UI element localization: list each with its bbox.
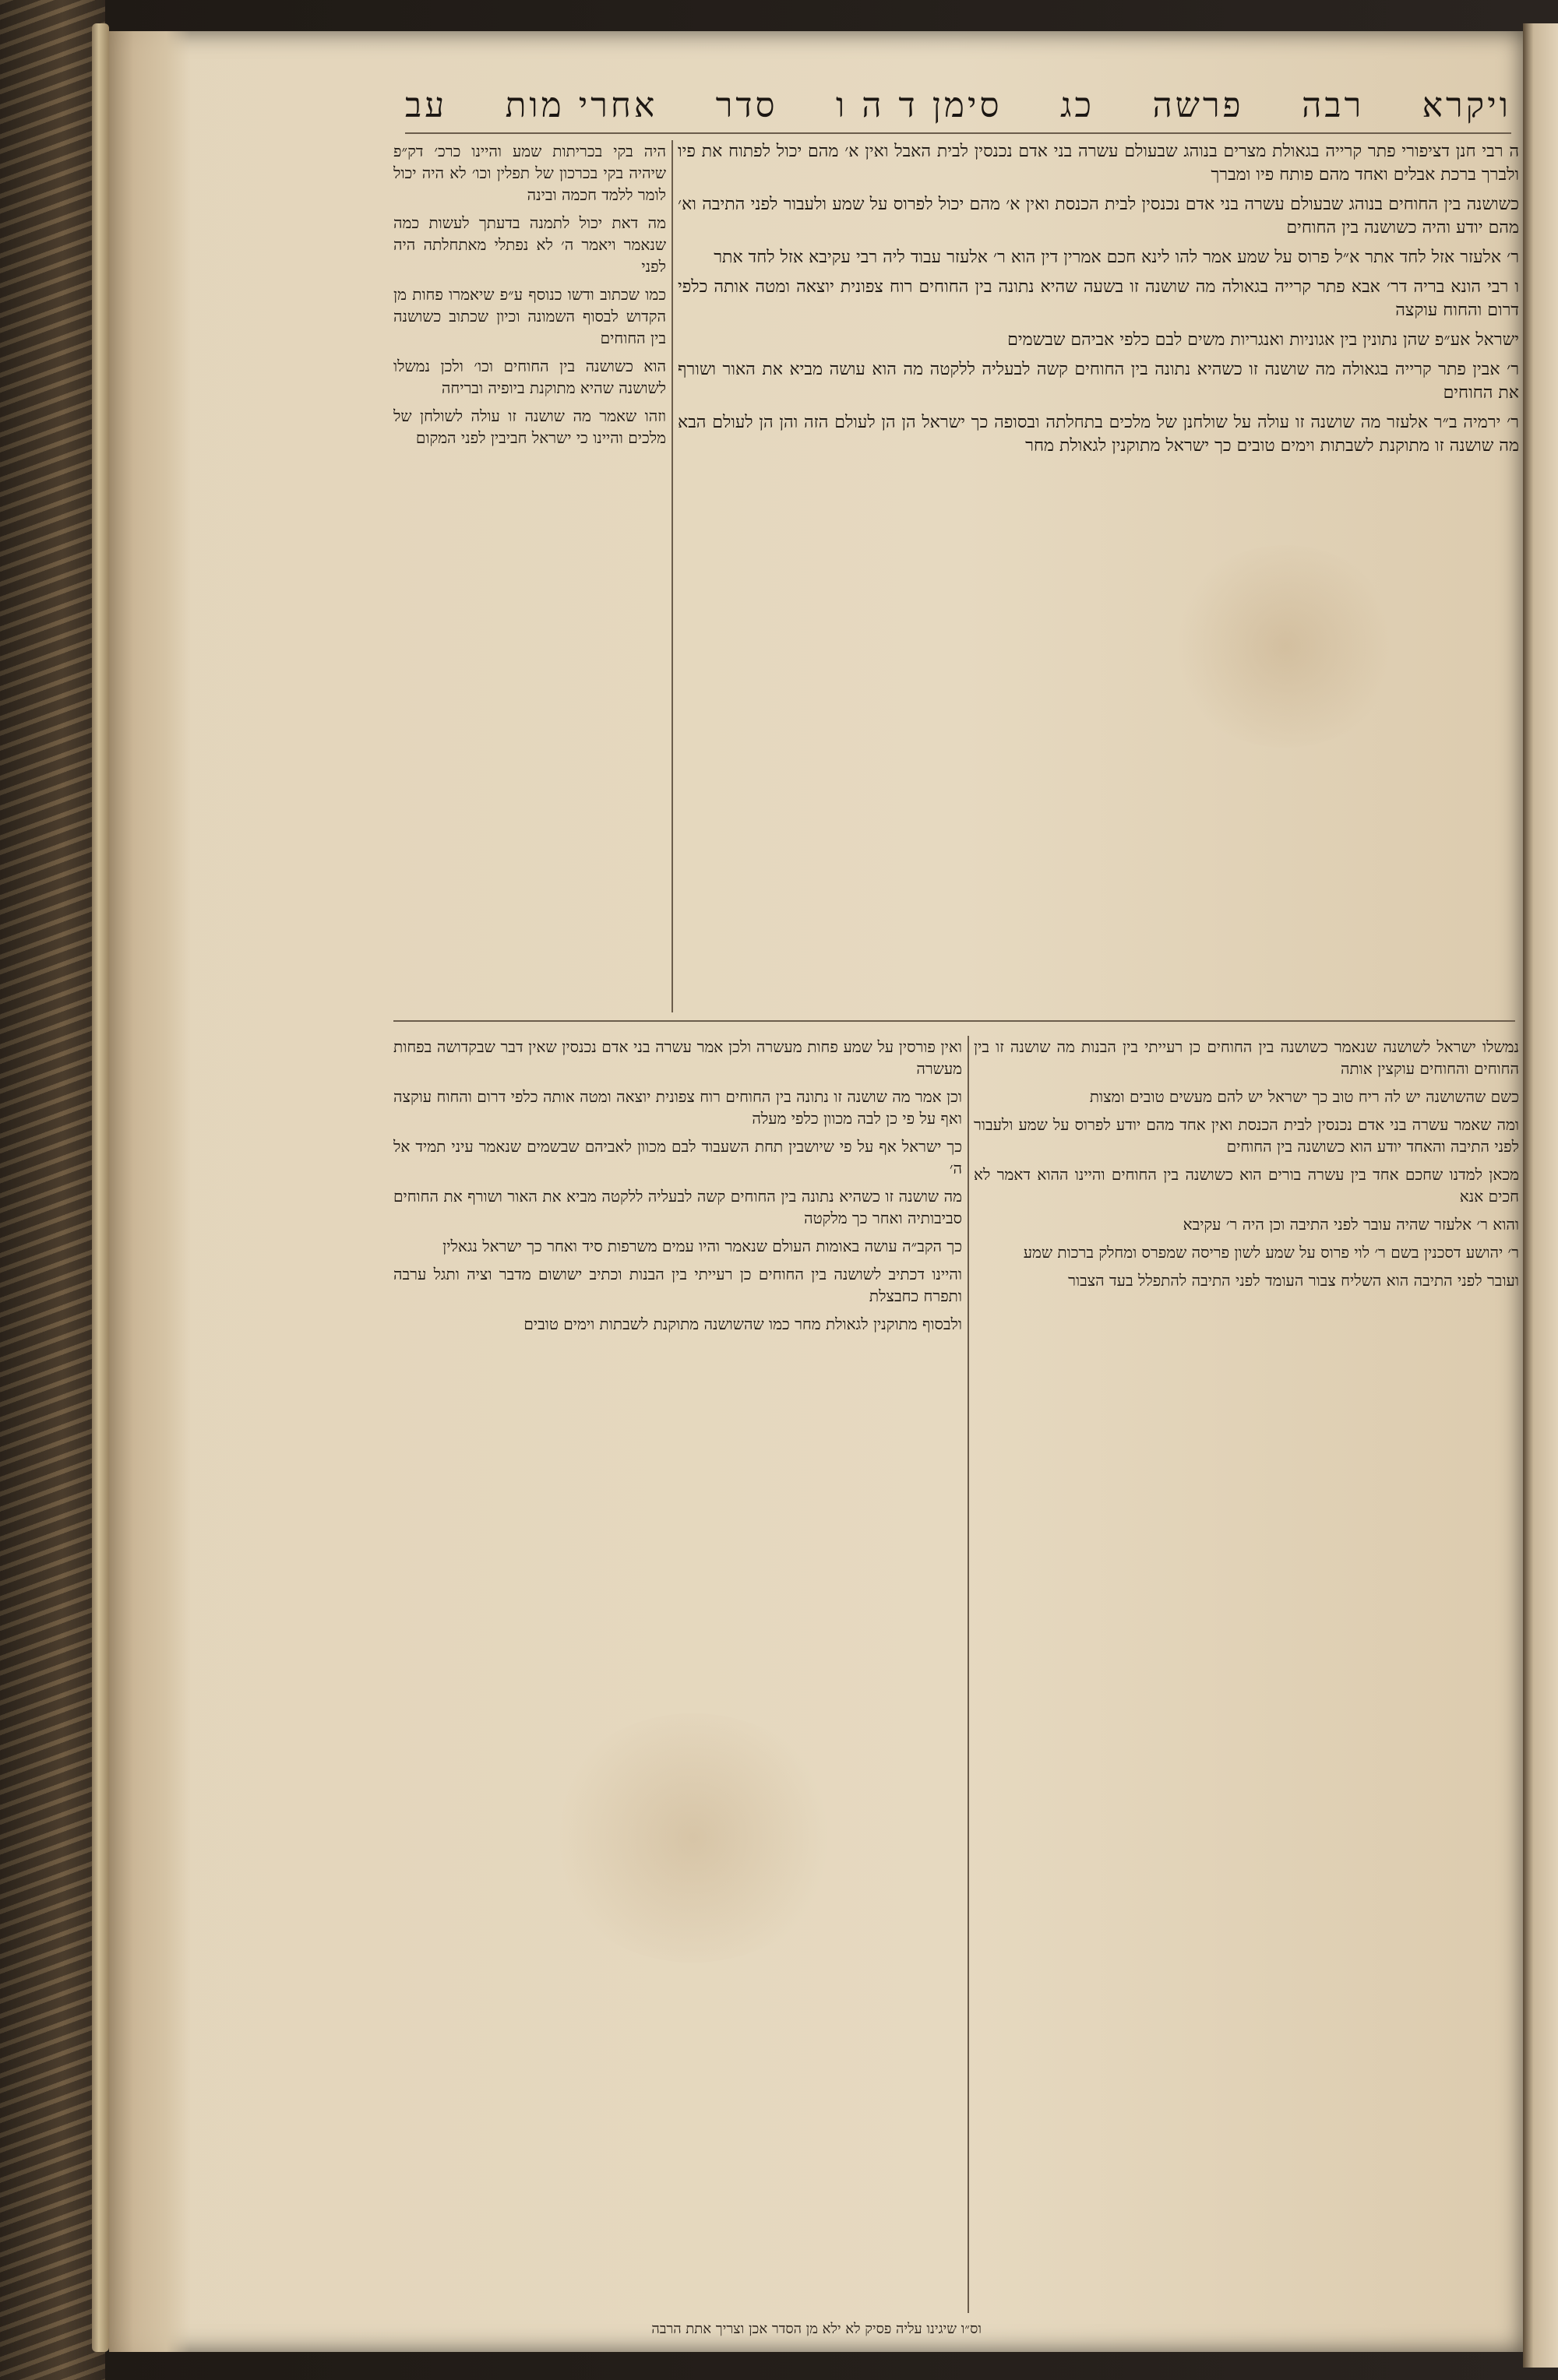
- main-text-top: [678, 140, 1519, 997]
- header-parasha-num: כג: [1060, 85, 1095, 125]
- main-paragraph: מכאן למדנו שחכם אחד בין עשרה בורים הוא כשושנה בין החוחים והיינו ההוא דאמר לא חכים אנא: [974, 1165, 1519, 1206]
- column-divider: [968, 1036, 969, 2313]
- commentary-paragraph: מה דאת יכול לתמנה בדעתך לעשות כמה שנאמר ויאמר ה׳ לא נפתלי מאתחלתה היה לפני: [393, 213, 666, 276]
- commentary-paragraph: והיינו דכתיב לשושנה בין החוחים כן רעייתי בין הבנות וכתיב ישושום מדבר וציה ותגל ערבה ותפרח כחבצלת: [393, 1265, 962, 1305]
- main-paragraph: כשושנה בין החוחים בנוהג שבעולם עשרה בני אדם נכנסין לבית הכנסת ואין א׳ מהם יכול לפרוס על שמע ולעבור לפני התיבה וא׳ מהם יודע והיה כשושנה בין החוחים: [678, 195, 1519, 238]
- facing-page-edge: [1523, 23, 1558, 2368]
- marbled-cover: [0, 0, 105, 2380]
- header-page-number: עב: [405, 85, 448, 125]
- commentary-paragraph: כך הקב״ה עושה באומות העולם שנאמר והיו עמים משרפות סיד ואחר כך ישראל נגאלין: [442, 1237, 962, 1255]
- commentary-bottom: [393, 1036, 962, 2313]
- section-divider: [393, 1020, 1515, 1022]
- commentary-paragraph: וזהו שאמר מה שושנה זו עולה לשולחן של מלכים והיינו כי ישראל חביבין לפני המקום: [393, 407, 666, 447]
- main-paragraph: כשם שהשושנה יש לה ריח טוב כך ישראל יש להם מעשים טובים ומצות: [1089, 1087, 1519, 1106]
- main-paragraph: ועובר לפני התיבה הוא השליח צבור העומד לפני התיבה להתפלל בעד הצבור: [1068, 1271, 1519, 1290]
- header-siman: סימן ד ה ו: [836, 85, 1003, 125]
- column-divider: [671, 140, 673, 1012]
- commentary-paragraph: וכן אמר מה שושנה זו נתונה בין החוחים רוח צפונית יוצאה ומטה אותה כלפי דרום והחוח עוקצה ואף על פי כן לבה מכוון כלפי מעלה: [393, 1087, 962, 1128]
- main-paragraph: ומה שאמר עשרה בני אדם נכנסין לבית הכנסת ואין אחד מהם יודע לפרוס על שמע ולעבור לפני התיבה והאחד יודע הוא כשושנה בין החוחים: [974, 1115, 1519, 1156]
- commentary-paragraph: ואין פורסין על שמע פחות מעשרה ולכן אמר עשרה בני אדם נכנסין שאין דבר שבקדושה בפחות מעשרה: [393, 1037, 962, 1078]
- commentary-paragraph: היה בקי בכריתות שמע והיינו כרכ׳ דק״פ שיהיה בקי בכרכון של תפלין וכו׳ לא היה יכול לומר ללמד חכמה ובינה: [393, 142, 666, 204]
- main-paragraph: ר׳ אבין פתר קרייה בגאולה מה שושנה זו כשהיא נתונה בין החוחים קשה לבעליה ללקטה מה הוא עושה מביא את האור ושורף את החוחים: [678, 360, 1519, 403]
- commentary-paragraph: כך ישראל אף על פי שיושבין תחת השעבוד לבם מכוון לאביהם שבשמים שנאמר עיני תמיד אל ה׳: [393, 1137, 962, 1178]
- page-gutter-shadow: [109, 31, 191, 2352]
- commentary-paragraph: הוא כשושנה בין החוחים וכו׳ ולכן נמשלו לשושנה שהיא מתוקנת ביופיה ובריחה: [393, 357, 666, 397]
- main-paragraph: ה רבי חנן דציפורי פתר קרייה בגאולת מצרים בנוהג שבעולם עשרה בני אדם נכנסין לבית האבל ואין א׳ מהם יכול לפתוח את פיו ולברך ברכת אבלים ואחד מהם פותח פיו ומברך: [678, 142, 1519, 185]
- main-text-bottom: [974, 1036, 1519, 2313]
- page-stack-edge: [92, 23, 109, 2352]
- commentary-paragraph: ולבסוף מתוקנין לגאולת מחר כמו שהשושנה מתוקנת לשבתות וימים טובים: [523, 1315, 962, 1333]
- running-head: [405, 78, 1511, 134]
- commentary-paragraph: כמו שכתוב ודשו כנוסף ע״פ שיאמרו פחות מן הקדוש לבסוף השמונה וכיון שכתוב כשושנה בין החוחים: [393, 285, 666, 347]
- page-footer-line: וס״ו שיגינו עליה פסיק לא ילא מן הסדר אכן וצריך אתת הרבה: [651, 2321, 982, 2337]
- main-paragraph: ר׳ אלעזר אזל לחד אתר א״ל פרוס על שמע אמר להו לינא חכם אמרין דין הוא ר׳ אלעזר עבוד ליה רבי עקיבא אזל לחד אתר: [714, 248, 1519, 267]
- header-rabbah: רבה: [1302, 85, 1365, 125]
- main-paragraph: ר׳ ירמיה ב״ר אלעזר מה שושנה זו עולה על שולחנן של מלכים בתחלתה ובסופה כך ישראל הן הן לעולם הזה והן הן לעולם הבא מה שושנה זו מתוקנת לשבתות וימים טובים כך ישראל מתוקנין לגאולת מחר: [678, 413, 1519, 456]
- commentary-top: [393, 140, 666, 997]
- header-acharei-mot: אחרי מות: [505, 85, 658, 125]
- main-paragraph: נמשלו ישראל לשושנה שנאמר כשושנה בין החוחים כן רעייתי בין הבנות מה שושנה זו בין החוחים והחוחים עוקצין אותה: [974, 1037, 1519, 1078]
- main-paragraph: ו רבי הונא בריה דר׳ אבא פתר קרייה בגאולה מה שושנה זו בשעה שהיא נתונה בין החוחים רוח צפונית יוצאה ומטה אותה כלפי דרום והחוח עוקצה: [678, 277, 1519, 320]
- header-seder: סדר: [715, 85, 778, 125]
- main-paragraph: ישראל אע״פ שהן נתונין בין אגוניות ואנגריות משים לבם כלפי אביהם שבשמים: [1007, 330, 1519, 350]
- header-parasha: פרשה: [1152, 85, 1244, 125]
- main-paragraph: ר׳ יהושע דסכנין בשם ר׳ לוי פרוס על שמע לשון פריסה שמפרס ומחלק ברכות שמע: [1023, 1243, 1519, 1262]
- main-paragraph: והוא ר׳ אלעזר שהיה עובר לפני התיבה וכן היה ר׳ עקיבא: [1183, 1215, 1519, 1234]
- header-book: ויקרא: [1422, 85, 1511, 125]
- commentary-paragraph: מה שושנה זו כשהיא נתונה בין החוחים קשה לבעליה ללקטה מביא את האור ושורף את החוחים סביבותיה ואחר כך מלקטה: [393, 1187, 962, 1227]
